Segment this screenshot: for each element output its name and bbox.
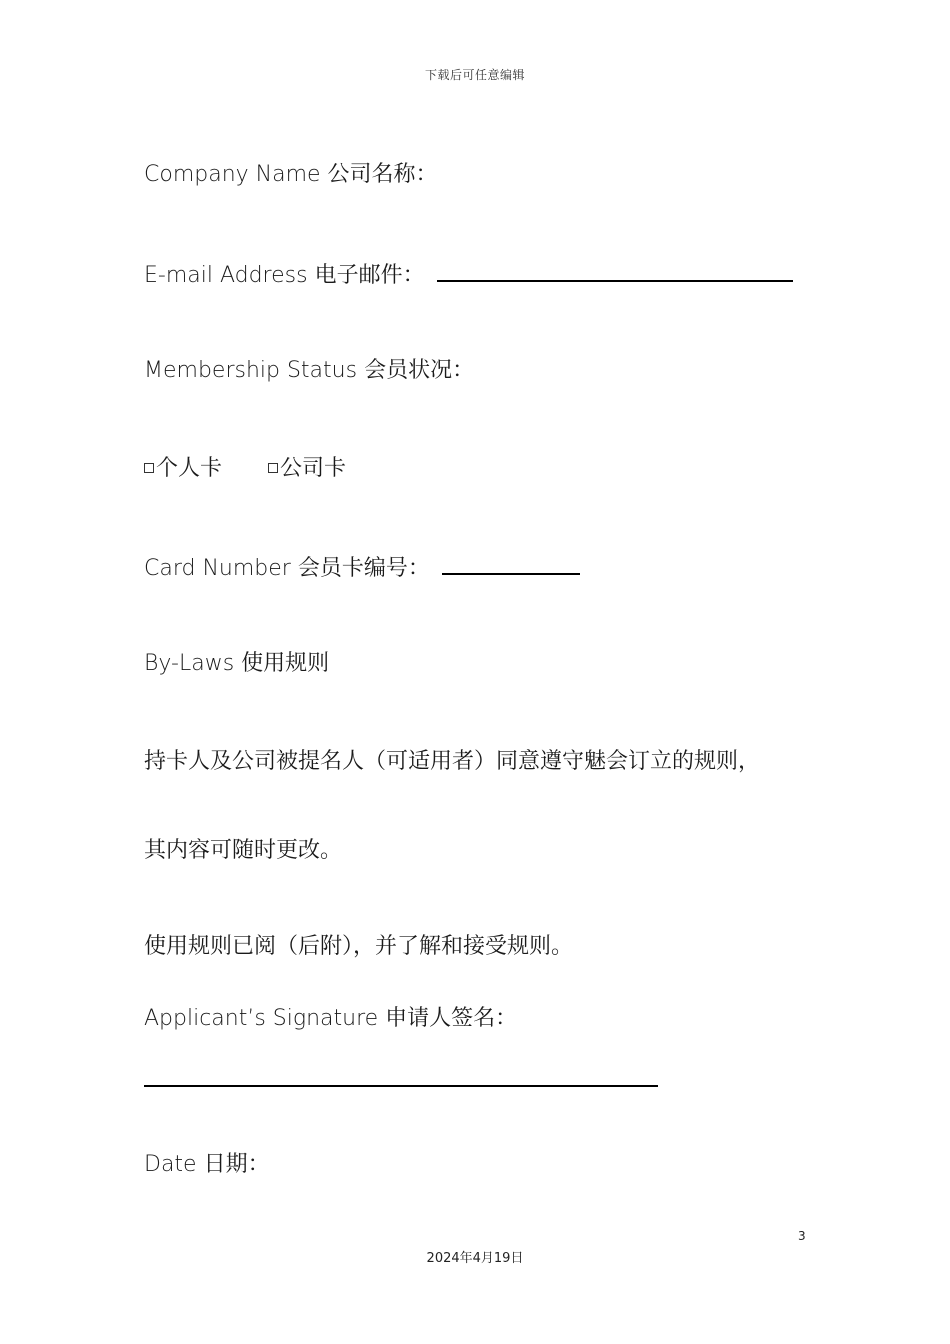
bylaws-text-line-1: 持卡人及公司被提名人（可适用者）同意遵守魅会订立的规则， (144, 749, 761, 774)
email-label: E-mail Address 电子邮件： (144, 263, 425, 288)
card-number-label: Card Number 会员卡编号： (144, 556, 430, 581)
personal-card-label: 个人卡 (156, 456, 223, 481)
company-name-label: Company Name 公司名称： (144, 162, 438, 187)
signature-label: Applicant’s Signature 申请人签名： (144, 1006, 518, 1031)
membership-status-label: Membership Status 会员状况： (144, 358, 475, 383)
card-number-field-line[interactable] (442, 551, 580, 575)
bylaws-acknowledgement: 使用规则已阅（后附），并了解和接受规则。 (144, 934, 574, 959)
page-number: 3 (798, 1229, 806, 1243)
page-header: 下载后可任意编辑 (424, 68, 525, 82)
email-row (144, 258, 793, 291)
footer-date: 2024年4月19日 (426, 1251, 524, 1266)
card-number-row (144, 551, 580, 584)
bylaws-text-line-2: 其内容可随时更改。 (144, 838, 343, 863)
personal-card-checkbox[interactable] (144, 463, 154, 473)
date-label: Date 日期： (144, 1152, 270, 1177)
company-card-label: 公司卡 (280, 456, 347, 481)
company-card-checkbox[interactable] (268, 463, 278, 473)
bylaws-title: By-Laws 使用规则 (144, 651, 330, 676)
signature-line[interactable] (144, 1085, 658, 1087)
membership-options (144, 454, 346, 484)
email-field-line[interactable] (437, 258, 793, 282)
